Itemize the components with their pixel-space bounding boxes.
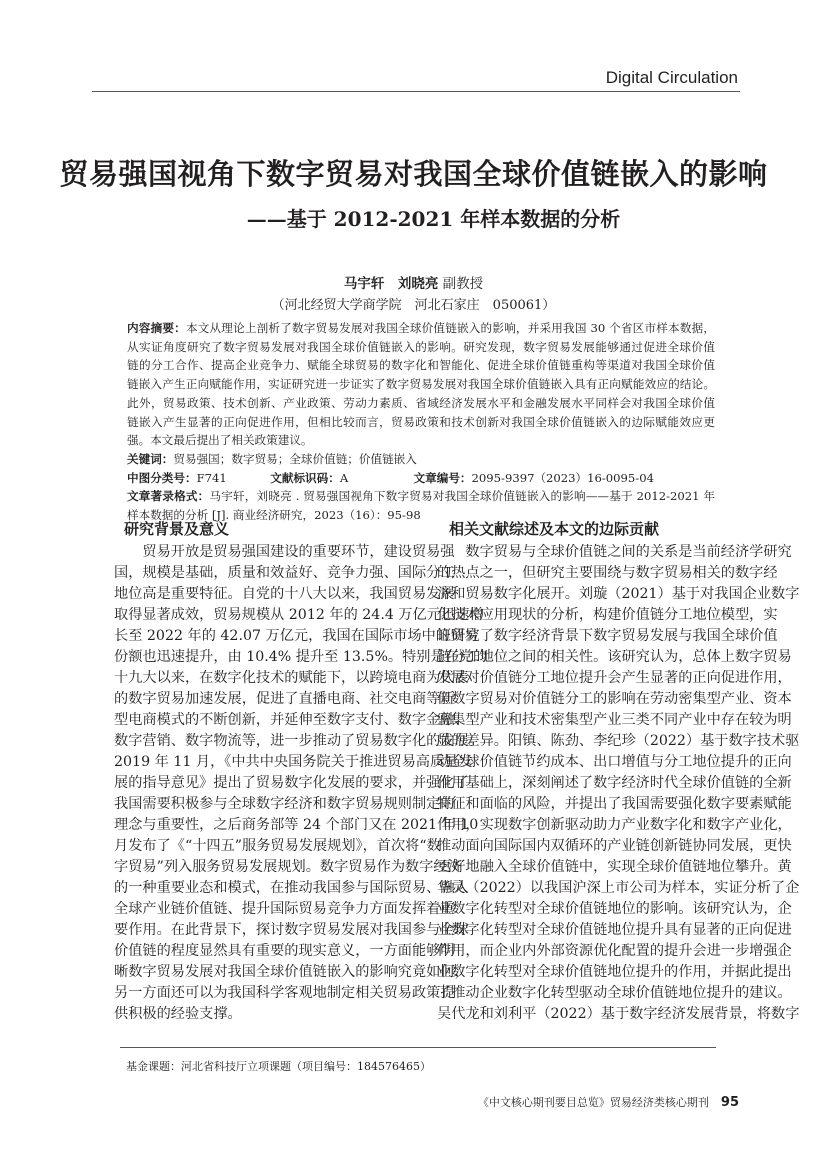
body-line: 价值链的程度显然具有重要的现实意义，一方面能够明 <box>114 943 455 959</box>
body-line: 作用基础上，深刻阐述了数字经济时代全球价值链的全新 <box>437 775 792 791</box>
article-subtitle: ——基于 2012-2021 年样本数据的分析 <box>246 207 621 231</box>
body-line: 密集型产业和技术密集型产业三类不同产业中存在较为明 <box>437 712 792 728</box>
author-names: 马宇轩 刘晓亮 <box>343 276 439 292</box>
body-line: 济和贸易数字化展开。刘璇（2021）基于对我国企业数字 <box>437 586 800 602</box>
body-line: 吴代龙和刘利平（2022）基于数字经济发展背景，将数字 <box>437 1006 800 1022</box>
body-line: 晰数字贸易发展对我国全球价值链嵌入的影响究竟如何， <box>114 964 469 980</box>
body-line: 特征和面临的风险，并提出了我国需要强化数字要素赋能 <box>437 796 792 812</box>
body-line: 地位高是重要特征。自党的十八大以来，我国贸易发展 <box>114 586 455 602</box>
body-line: 数字营销、数字物流等，进一步推动了贸易数字化的发展。 <box>114 733 483 749</box>
body-line: 发展对价值链分工地位提升会产生显著的正向促进作用， <box>437 670 792 686</box>
right-body <box>437 542 800 1025</box>
body-line: 字贸易”列入服务贸易发展规划。数字贸易作为数字经济 <box>114 859 462 875</box>
body-line: 月发布了《“十四五”服务贸易发展规划》，首次将“数 <box>114 838 441 854</box>
body-line: 显的差异。阳镇、陈劲、李纪珍（2022）基于数字技术驱 <box>437 733 800 749</box>
body-line: 业数字化转型对全球价值链地位的影响。该研究认为，企 <box>437 901 792 917</box>
running-head: Digital Circulation <box>605 68 738 87</box>
body-line: 我国需要积极参与全球数字经济和数字贸易规则制定的 <box>114 796 455 812</box>
body-line: 证研究了数字经济背景下数字贸易发展与我国全球价值 <box>437 628 778 644</box>
abstract-line: 链嵌入产生正向赋能作用，实证研究进一步证实了数字贸易发展对我国全球价值链嵌入具有正向赋能效应的结论。 <box>127 377 715 392</box>
body-line: 业数字化转型对全球价值链地位提升的作用，并据此提出 <box>437 964 792 980</box>
classification-row <box>127 469 715 488</box>
left-body <box>114 542 488 1025</box>
article-no-value: 2095-9397（2023）16-0095-04 <box>471 470 654 485</box>
page-footer <box>478 1094 739 1110</box>
body-line: 份额也迅速提升，由 10.4% 提升至 13.5%。特别是在党的 <box>114 649 488 665</box>
left-column <box>114 518 488 1025</box>
article-title: 贸易强国视角下数字贸易对我国全球价值链嵌入的影响 <box>59 157 768 191</box>
fund-note: 基金课题：河北省科技厅立项课题（项目编号：184576465） <box>126 1060 431 1073</box>
footnote-rule <box>120 1047 716 1048</box>
keywords-label: 关键词： <box>127 451 174 466</box>
body-line: 业数字化转型对全球价值链地位提升具有显著的正向促进 <box>437 922 792 938</box>
body-line: 贸易开放是贸易强国建设的重要环节，建设贸易强 <box>142 544 455 560</box>
body-line: 理念与重要性，之后商务部等 24 个部门又在 2021 年 10 <box>114 817 479 833</box>
clc-value: F741 <box>196 470 227 485</box>
abstract-line: 此外，贸易政策、技术创新、产业政策、劳动力素质、省域经济发展水平和金融发展水平同样会对我国全球价值 <box>127 395 715 410</box>
body-line: 数字贸易与全球价值链之间的关系是当前经济学研究 <box>465 544 792 560</box>
citation-line <box>127 487 715 506</box>
body-line: 另一方面还可以为我国科学客观地制定相关贸易政策提 <box>114 985 455 1001</box>
citation-line: 样本数据的分析 [J]. 商业经济研究，2023（16）：95-98 <box>127 508 421 523</box>
body-line: 国，规模是基础，质量和效益好、竞争力强、国际分工 <box>114 565 455 581</box>
doc-code-label: 文献标识码： <box>270 470 340 485</box>
body-line: 化技术应用现状的分析，构建价值链分工地位模型，实 <box>437 607 778 623</box>
body-line: 但数字贸易对价值链分工的影响在劳动密集型产业、资本 <box>437 691 792 707</box>
abstract-block <box>127 319 715 525</box>
body-line: 2019 年 11 月，《中共中央国务院关于推进贸易高质量发 <box>114 754 473 770</box>
body-line: 作用，而企业内外部资源优化配置的提升会进一步增强企 <box>437 943 792 959</box>
citation-label: 文章著录格式： <box>127 489 210 504</box>
keywords: 贸易强国；数字贸易；全球价值链；价值链嵌入 <box>173 451 417 466</box>
body-line: 更好地融入全球价值链中，实现全球价值链地位攀升。黄 <box>437 859 792 875</box>
body-line: 取得显著成效，贸易规模从 2012 年的 24.4 万亿元迅速增 <box>114 607 484 623</box>
section-heading-background: 研究背景及意义 <box>124 520 230 538</box>
body-line: 推动面向国际国内双循环的产业链创新链协同发展，更快 <box>437 838 792 854</box>
body-line: 供积极的经验支撑。 <box>114 1006 242 1022</box>
text-span: 本文从理论上剖析了数字贸易发展对我国全球价值链嵌入的影响，并采用我国 30 个省区市样本数据， <box>185 321 715 335</box>
abstract-text <box>127 319 715 450</box>
body-line: 了推动企业数字化转型驱动全球价值链地位提升的建议。 <box>437 985 792 1001</box>
abstract-line <box>127 319 715 338</box>
author-role: 副教授 <box>442 276 484 292</box>
body-line: 长至 2022 年的 42.07 万亿元，我国在国际市场中的贸易 <box>114 628 479 644</box>
body-line: 的数字贸易加速发展，促进了直播电商、社交电商等新 <box>114 691 455 707</box>
abstract-line: 从实证角度研究了数字贸易发展对我国全球价值链嵌入的影响。研究发现，数字贸易发展能够通过促进全球价值 <box>127 339 715 354</box>
body-line: 展的指导意见》提出了贸易数字化发展的要求，并强化了 <box>114 775 469 791</box>
journal-note: 《中文核心期刊要目总览》贸易经济类核心期刊 <box>477 1096 709 1109</box>
body-line: 华灵（2022）以我国沪深上市公司为样本，实证分析了企 <box>437 880 800 896</box>
keywords-row <box>127 450 715 469</box>
body-line: 的热点之一，但研究主要围绕与数字贸易相关的数字经 <box>437 565 778 581</box>
abstract-line: 链的分工合作、提高企业竞争力、赋能全球贸易的数字化和智能化、促进全球价值链重构等渠道对我国全球价值 <box>127 358 715 373</box>
abstract-line: 强。本文最后提出了相关政策建议。 <box>127 433 313 448</box>
body-line: 全球产业链价值链、提升国际贸易竞争力方面发挥着重 <box>114 901 455 917</box>
affiliation: （河北经贸大学商学院 河北石家庄 050061） <box>271 298 556 313</box>
authors <box>0 272 827 292</box>
page-number: 95 <box>720 1095 739 1110</box>
text-span: 马宇轩，刘晓亮 . 贸易强国视角下数字贸易对我国全球价值链嵌入的影响——基于 2012-2021 年 <box>209 489 715 504</box>
body-line: 的一种重要业态和模式，在推动我国参与国际贸易、融入 <box>114 880 469 896</box>
doc-code-value: A <box>339 470 349 485</box>
body-line: 链分工地位之间的相关性。该研究认为，总体上数字贸易 <box>437 649 792 665</box>
body-line: 十九大以来，在数字化技术的赋能下，以跨境电商为代表 <box>114 670 469 686</box>
section-heading-literature: 相关文献综述及本文的边际贡献 <box>449 520 660 538</box>
clc-label: 中图分类号： <box>127 470 197 485</box>
abstract-line: 链嵌入产生显著的正向促进作用，但相比较而言，贸易政策和技术创新对我国全球价值链嵌入的边际赋能效应更 <box>127 414 715 429</box>
article-no-label: 文章编号： <box>413 470 472 485</box>
body-line: 要作用。在此背景下，探讨数字贸易发展对我国参与全球 <box>114 922 469 938</box>
abstract-label: 内容摘要： <box>127 321 186 335</box>
body-line: 作用，实现数字创新驱动助力产业数字化和数字产业化， <box>437 817 792 833</box>
body-line: 动全球价值链节约成本、出口增值与分工地位提升的正向 <box>437 754 792 770</box>
body-line: 型电商模式的不断创新，并延伸至数字支付、数字金融、 <box>114 712 469 728</box>
header-rule <box>92 91 740 92</box>
right-column <box>437 518 800 1025</box>
